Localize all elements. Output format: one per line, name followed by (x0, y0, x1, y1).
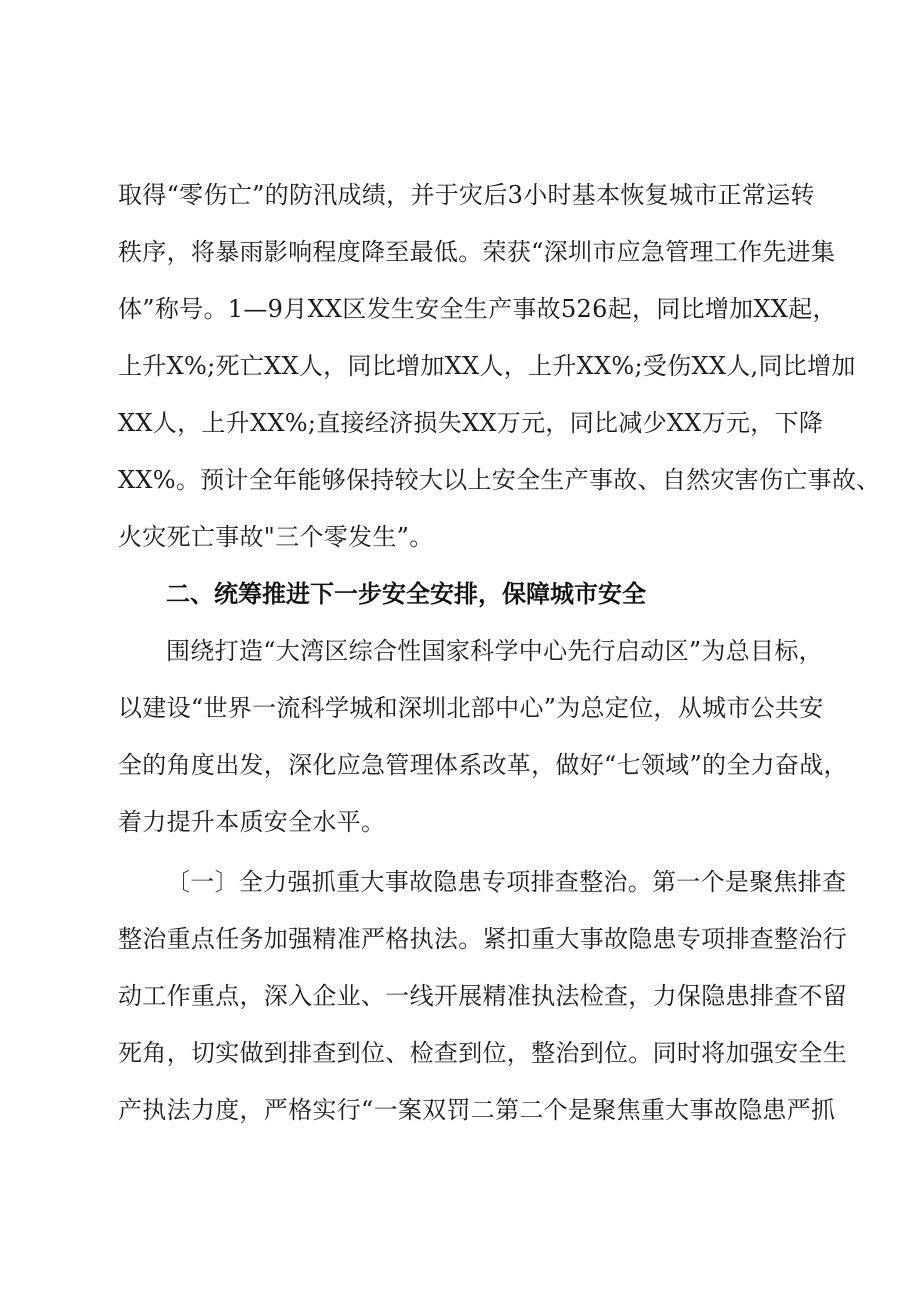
section2-paragraph-line-1: 围绕打造“大湾区综合性国家科学中心先行启动区”为总目标， (166, 637, 823, 665)
section2-paragraph-line-2: 以建设“世界一流科学城和深圳北部中心”为总定位，从城市公共安 (118, 694, 824, 722)
paragraph1-line-1: 取得“零伤亡”的防汛成绩，并于灾后3小时基本恢复城市正常运转 (118, 181, 815, 209)
section2-paragraph-line-4: 着力提升本质安全水平。 (118, 808, 386, 836)
paragraph1-line-5: XX人，上升XX%;直接经济损失XX万元，同比减少XX万元，下降 (118, 409, 824, 437)
subsection1-line-2: 整治重点任务加强精准严格执法。紧扣重大事故隐患专项排查整治行 (118, 925, 847, 953)
subsection1-line-1: 〔一〕全力强抓重大事故隐患专项排查整治。第一个是聚焦排查 (166, 868, 847, 896)
paragraph1-line-7: 火灾死亡事故"三个零发生”。 (118, 523, 434, 551)
subsection1-line-4: 死角，切实做到排查到位、检查到位，整治到位。同时将加强安全生 (118, 1039, 847, 1067)
paragraph1-line-6: XX%。预计全年能够保持较大以上安全生产事故、自然灾害伤亡事故、 (118, 466, 881, 494)
paragraph1-line-3: 体”称号。1—9月XX区发生安全生产事故526起，同比增加XX起， (118, 295, 837, 323)
section2-heading: 二、统筹推进下一步安全安排，保障城市安全 (166, 580, 646, 608)
section2-paragraph-line-3: 全的角度出发，深化应急管理体系改革，做好“七领域”的全力奋战， (118, 751, 848, 779)
subsection1-line-5: 产执法力度，严格实行“一案双罚二第二个是聚焦重大事故隐患严抓 (118, 1096, 836, 1124)
subsection1-line-3: 动工作重点，深入企业、一线开展精准执法检查，力保隐患排查不留 (118, 982, 847, 1010)
paragraph1-line-4: 上升X%;死亡XX人，同比增加XX人，上升XX%;受伤XX人,同比增加 (118, 352, 856, 380)
paragraph1-line-2: 秩序，将暴雨影响程度降至最低。荣获“深圳市应急管理工作先进集 (118, 238, 836, 266)
